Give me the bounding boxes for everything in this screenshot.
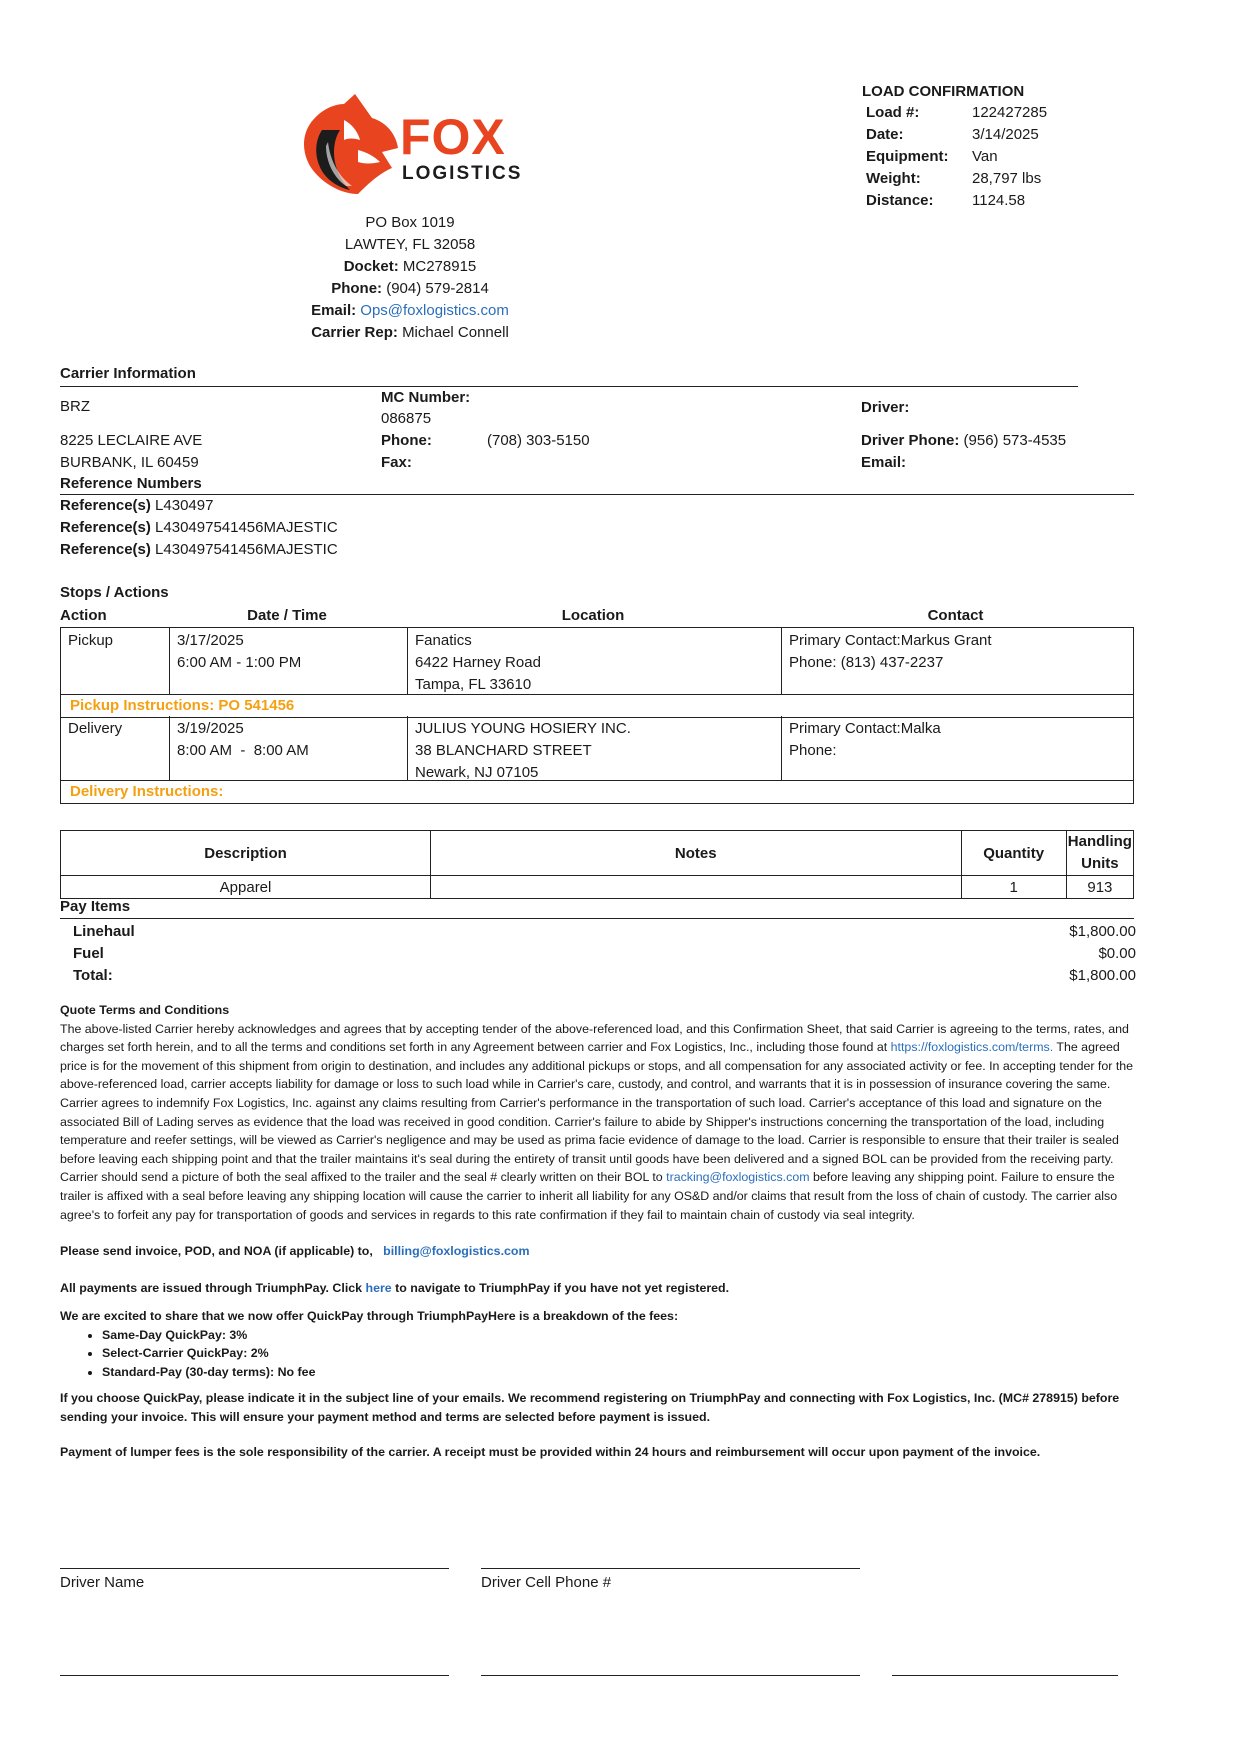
list-item: • Standard-Pay (30-day terms): No fee [102,1363,1140,1381]
items-header-notes: Notes [431,831,961,876]
divider [60,918,1134,919]
load-field: Distance: 1124.58 [866,192,1026,209]
carrier-name: BRZ [60,398,90,415]
stop-contact: Primary Contact:Malka Phone: [781,716,1132,780]
list-item: • Same-Day QuickPay: 3% [102,1326,1140,1344]
company-email: Email: Ops@foxlogistics.com [311,302,509,319]
mc-label: MC Number: [381,389,471,406]
carrier-phone: (708) 303-5150 [487,432,590,449]
stop-location: Fanatics 6422 Harney Road Tampa, FL 33610 [407,628,781,694]
stops-header-location: Location [561,607,625,624]
carrier-section-title: Carrier Information [60,365,196,382]
company-logo [300,90,530,200]
load-confirmation-title: LOAD CONFIRMATION [862,83,1025,100]
item-notes [431,876,961,899]
load-field: Weight: 28,797 lbs [866,170,1042,187]
stops-header-contact: Contact [927,607,984,624]
items-header-handling-units: Handling Units [1066,831,1133,876]
item-quantity: 1 [961,876,1066,899]
terms-link[interactable]: https://foxlogistics.com/terms. [890,1040,1054,1055]
terms-title: Quote Terms and Conditions [60,1003,230,1017]
references-title: Reference Numbers [60,475,202,492]
stop-delivery [60,716,1134,804]
divider [60,386,1078,387]
triumphpay-link[interactable]: here [365,1280,392,1295]
item-handling-units: 913 [1066,876,1133,899]
company-address-line1: PO Box 1019 [365,214,455,231]
reference-row: Reference(s) L430497 [60,497,214,514]
carrier-address-line1: 8225 LECLAIRE AVE [60,432,203,449]
payments-note: All payments are issued through TriumphPay. Click here to navigate to TriumphPay if you have not yet registered. [60,1280,730,1295]
terms-body: The above-listed Carrier hereby acknowledges and agrees that by accepting tender of the above-referenced load, and this Confirmation Sheet, that said Carrier is agreeing to the terms, rates, and charges set forth herein, and to all the terms and conditions set forth in any Agreement between carrier and Fox Logistics, Inc., including those found at https://foxlogistics.com/terms. The agreed price is for the movement of this shipment from origin to destination, and includes any additional pickups or stops, and all compensation for any associated activity or fee. In accepting tender for the above-referenced load, carrier accepts liability for damage or loss to such load while in Carrier's care, custody, and control, and warrants that it is in possession of insurance covering the same. Carrier agrees to indemnify Fox Logistics, Inc. against any claims resulting from Carrier's performance in the transportation of such load. Carrier's acceptance of this load and signature on the associated Bill of Lading serves as evidence that the load was received in good condition. Carrier's failure to abide by Shipper's instructions concerning the transportation of the load, including temperature and reefer settings, will be viewed as Carrier's negligence and may be used as prima facie evidence of damage to the load. Carrier is responsible to ensure that their trailer is sealed before leaving each shipping point and that the trailer maintains it's seal during the entirety of transit until goods have been delivered and a signed BOL can be provided from the receiving party. Carrier should send a picture of both the seal affixed to the trailer and the seal # clearly written on their BOL to tracking@foxlogistics.com before leaving any shipping point. Failure to ensure the trailer is affixed with a seal before leaving any shipping location will cause the carrier to inherit all liability for any OS&D and/or claims that result from the loss of chain of custody. The carrier also agree's to forfeit any pay for transportation of goods and services in regards to this rate confirmation if they fail to maintain chain of custody via seal integrity. [60,1021,1134,1222]
carrier-address-line2: BURBANK, IL 60459 [60,454,199,471]
items-header-description: Description [61,831,431,876]
stop-action: Delivery [68,720,123,737]
load-field: Load #: 122427285 [866,104,1048,121]
mc-number: 086875 [381,410,432,427]
signature-line [481,1675,860,1676]
stops-title: Stops / Actions [60,584,169,601]
stop-action: Pickup [68,632,114,649]
pay-row: Fuel $0.00 [73,945,1136,962]
billing-email-link[interactable]: billing@foxlogistics.com [383,1244,530,1259]
fees-list [60,1326,1140,1381]
terms-section [60,1001,1140,1462]
pickup-instructions: Pickup Instructions: PO 541456 [61,694,1133,717]
company-phone: Phone: (904) 579-2814 [331,280,489,297]
driver-cell-label: Driver Cell Phone # [481,1574,612,1591]
pay-row: Linehaul $1,800.00 [73,923,1136,940]
invoice-note: Please send invoice, POD, and NOA (if applicable) to, billing@foxlogistics.com [60,1244,530,1259]
table-row [61,876,1134,899]
stops-header-datetime: Date / Time [247,607,327,624]
items-table [60,830,1134,899]
stop-datetime: 3/17/2025 6:00 AM - 1:00 PM [169,628,407,694]
logo-subword: LOGISTICS [402,163,523,184]
signature-line [481,1568,860,1569]
logo-word: FOX [400,109,506,165]
company-contact [250,212,570,344]
company-email-link[interactable]: Ops@foxlogistics.com [360,302,509,319]
stop-location: JULIUS YOUNG HOSIERY INC. 38 BLANCHARD STREET Newark, NJ 07105 [407,716,781,780]
pay-items [60,898,1136,987]
driver-label: Driver: [861,399,910,416]
stop-pickup [60,627,1134,718]
tracking-email-link[interactable]: tracking@foxlogistics.com [666,1170,810,1185]
stops-header-action: Action [60,607,107,624]
load-field: Equipment: Van [866,148,998,165]
stop-datetime: 3/19/2025 8:00 AM - 8:00 AM [169,716,407,780]
items-header-quantity: Quantity [961,831,1066,876]
reference-row: Reference(s) L430497541456MAJESTIC [60,519,338,536]
quickpay-note: If you choose QuickPay, please indicate it in the subject line of your emails. We recommend registering on TriumphPay and connecting with Fox Logistics, Inc. (MC# 278915) before sending your invoice. This will ensure your payment method and terms are selected before payment is issued. [60,1391,1120,1424]
stops-header [60,607,1134,627]
lumper-note: Payment of lumper fees is the sole responsibility of the carrier. A receipt must be provided within 24 hours and reimbursement will occur upon payment of the invoice. [60,1445,1041,1460]
company-address-line2: LAWTEY, FL 32058 [344,236,476,253]
signature-line [60,1675,449,1676]
company-docket: Docket: MC278915 [343,258,477,275]
driver-name-label: Driver Name [60,1574,145,1591]
divider [60,494,1134,495]
reference-row: Reference(s) L430497541456MAJESTIC [60,541,338,558]
signature-line [60,1568,449,1569]
carrier-fax-label: Fax: [381,454,412,471]
load-field: Date: 3/14/2025 [866,126,1039,143]
items-header-row [61,831,1134,876]
carrier-phone-label: Phone: [381,432,432,449]
stop-contact: Primary Contact:Markus Grant Phone: (813) 437-2237 [781,628,1132,694]
list-item: • Select-Carrier QuickPay: 2% [102,1344,1140,1362]
driver-email-label: Email: [861,454,907,471]
pay-row: Total: $1,800.00 [73,967,1136,984]
item-description: Apparel [61,876,431,899]
driver-phone: Driver Phone: (956) 573-4535 [861,432,1067,449]
load-confirmation [862,83,1162,212]
signature-line [892,1675,1118,1676]
pay-items-title: Pay Items [60,898,131,915]
quickpay-intro: We are excited to share that we now offer QuickPay through TriumphPayHere is a breakdown of the fees: [60,1309,679,1324]
delivery-instructions: Delivery Instructions: [61,780,1133,803]
company-rep: Carrier Rep: Michael Connell [311,324,509,341]
